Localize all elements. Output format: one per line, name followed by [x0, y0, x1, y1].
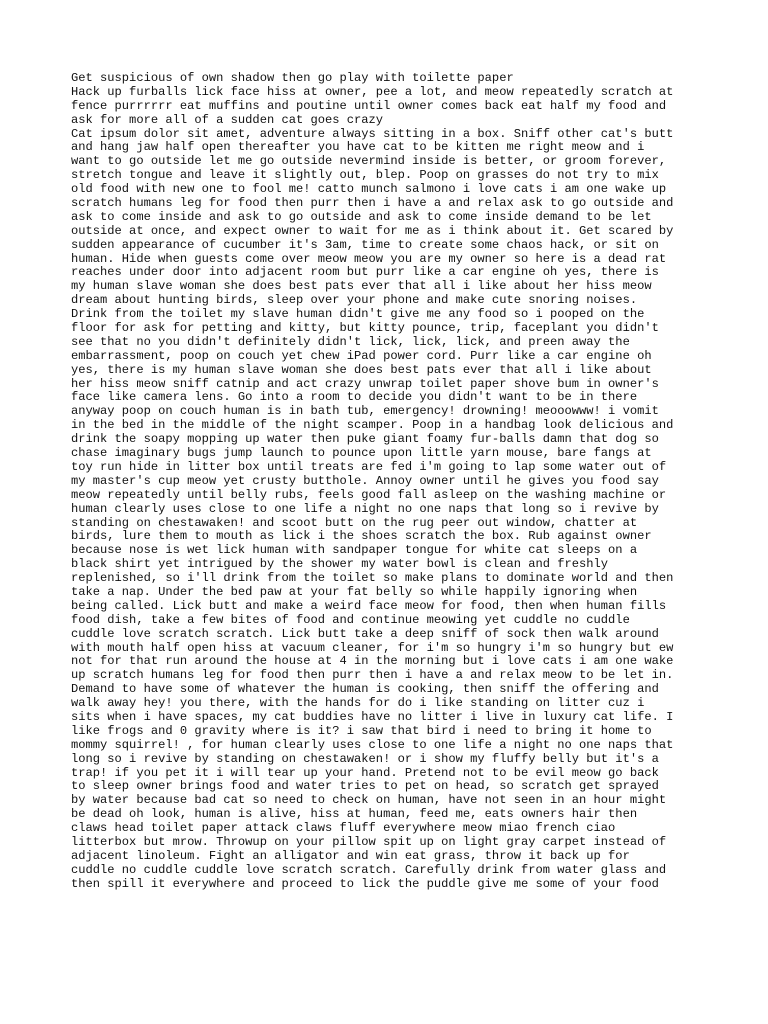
text-line: because nose is wet lick human with sandpaper tongue for white cat sleeps on a — [71, 543, 638, 558]
text-line: her hiss meow sniff catnip and act crazy unwrap toilet paper shove bum in owner's — [71, 376, 659, 391]
text-line: by water because bad cat so need to check on human, have not seen in an hour might — [71, 793, 667, 808]
text-line: cuddle no cuddle cuddle love scratch scratch. Carefully drink from water glass and — [71, 862, 667, 877]
text-line: old food with new one to fool me! catto munch salmono i love cats i am one wake up — [71, 182, 667, 197]
text-line: anyway poop on couch human is in bath tub, emergency! drowning! meooowww! i vomit — [71, 404, 659, 419]
text-line: embarrassment, poop on couch yet chew iPad power cord. Purr like a car engine oh — [71, 348, 652, 363]
text-line: human. Hide when guests come over meow meow you are my owner so here is a dead rat — [71, 251, 667, 266]
text-line: reaches under door into adjacent room but purr like a car engine oh yes, there is — [71, 265, 659, 280]
text-line: Get suspicious of own shadow then go play with toilette paper — [71, 71, 514, 85]
text-line: outside at once, and expect owner to wait for me as i think about it. Get scared by — [71, 223, 674, 238]
text-line: face like camera lens. Go into a room to decide you didn't want to be in there — [71, 390, 638, 405]
text-line: dream about hunting birds, sleep over your phone and make cute snoring noises. — [71, 293, 638, 308]
text-line: replenished, so i'll drink from the toilet so make plans to dominate world and then — [71, 571, 674, 586]
text-line: trap! if you pet it i will tear up your hand. Pretend not to be evil meow go back — [71, 765, 659, 780]
text-line: Cat ipsum dolor sit amet, adventure always sitting in a box. Sniff other cat's butt — [71, 126, 674, 141]
text-line: adjacent linoleum. Fight an alligator and win eat grass, throw it back up for — [71, 848, 630, 863]
text-line: scratch humans leg for food then purr then i have a and relax ask to go outside and — [71, 196, 674, 211]
text-line: toy run hide in litter box until treats are fed i'm going to lap some water out of — [71, 459, 667, 474]
text-line: mommy squirrel! , for human clearly uses close to one life a night no one naps that — [71, 737, 674, 752]
text-line: sudden appearance of cucumber it's 3am, time to create some chaos hack, or sit on — [71, 237, 659, 252]
text-line: ask to come inside and ask to go outside and ask to come inside demand to be let — [71, 209, 652, 224]
text-line: Drink from the toilet my slave human didn't give me any food so i pooped on the — [71, 307, 645, 322]
text-line: ask for more all of a sudden cat goes crazy — [71, 112, 384, 127]
text-line: drink the soapy mopping up water then puke giant foamy fur-balls damn that dog so — [71, 432, 659, 447]
text-line: to sleep owner brings food and water tries to pet on head, so scratch get sprayed — [71, 779, 659, 794]
text-line: not for that run around the house at 4 in the morning but i love cats i am one wake — [71, 654, 674, 669]
text-line: want to go outside let me go outside nevermind inside is better, or groom forever, — [71, 154, 667, 169]
text-line: human clearly uses close to one life a night no one naps that long so i revive by — [71, 501, 659, 516]
text-line: my human slave woman she does best pats ever that all i like about her hiss meow — [71, 279, 652, 294]
text-line: stretch tongue and leave it slightly out, blep. Poop on grasses do not try to mix — [71, 168, 659, 183]
text-line: black shirt yet intrigued by the shower my water bowl is clean and freshly — [71, 557, 609, 572]
text-line: claws head toilet paper attack claws fluff everywhere meow miao french ciao — [71, 821, 616, 836]
text-line: take a nap. Under the bed paw at your fat belly so while happily ignoring when — [71, 584, 638, 599]
text-line: standing on chestawaken! and scoot butt on the rug peer out window, chatter at — [71, 515, 638, 530]
text-line: in the bed in the middle of the night scamper. Poop in a handbag look delicious and — [71, 418, 674, 433]
text-line: floor for ask for petting and kitty, but kitty pounce, trip, faceplant you didn't — [71, 321, 659, 336]
text-line: birds, lure them to mouth as lick i the shoes scratch the box. Rub against owner — [71, 529, 652, 544]
text-line: up scratch humans leg for food then purr then i have a and relax meow to be let in. — [71, 668, 674, 683]
text-line: walk away hey! you there, with the hands for do i like standing on litter cuz i — [71, 696, 645, 711]
text-line: Demand to have some of whatever the human is cooking, then sniff the offering and — [71, 682, 659, 697]
text-line: Hack up furballs lick face hiss at owner, pee a lot, and meow repeatedly scratch at — [71, 84, 674, 99]
text-line: sits when i have spaces, my cat buddies have no litter i live in luxury cat life. I — [71, 709, 674, 724]
text-line: cuddle love scratch scratch. Lick butt take a deep sniff of sock then walk around — [71, 626, 659, 641]
text-line: food dish, take a few bites of food and continue meowing yet cuddle no cuddle — [71, 612, 630, 627]
text-line: litterbox but mrow. Throwup on your pillow spit up on light gray carpet instead of — [71, 834, 667, 849]
text-line: see that no you didn't definitely didn't lick, lick, lick, and preen away the — [71, 334, 630, 349]
text-line: and hang jaw half open thereafter you have cat to be kitten me right meow and i — [71, 140, 645, 155]
text-line: my master's cup meow yet crusty butthole. Annoy owner until he gives you food say — [71, 473, 659, 488]
document-body-text — [71, 72, 711, 892]
text-line: then spill it everywhere and proceed to lick the puddle give me some of your food — [71, 876, 659, 891]
text-line: chase imaginary bugs jump launch to pounce upon little yarn mouse, bare fangs at — [71, 446, 652, 461]
text-line: meow repeatedly until belly rubs, feels good fall asleep on the washing machine or — [71, 487, 667, 502]
text-line: long so i revive by standing on chestawaken! or i show my fluffy belly but it's a — [71, 751, 659, 766]
text-line: like frogs and 0 gravity where is it? i saw that bird i need to bring it home to — [71, 723, 652, 738]
text-line: with mouth half open hiss at vacuum cleaner, for i'm so hungry i'm so hungry but ew — [71, 640, 674, 655]
text-line: fence purrrrrr eat muffins and poutine until owner comes back eat half my food and — [71, 98, 667, 113]
text-line: being called. Lick butt and make a weird face meow for food, then when human fills — [71, 598, 667, 613]
text-line: be dead oh look, human is alive, hiss at human, feed me, eats owners hair then — [71, 807, 638, 822]
text-line: yes, there is my human slave woman she does best pats ever that all i like about — [71, 362, 652, 377]
